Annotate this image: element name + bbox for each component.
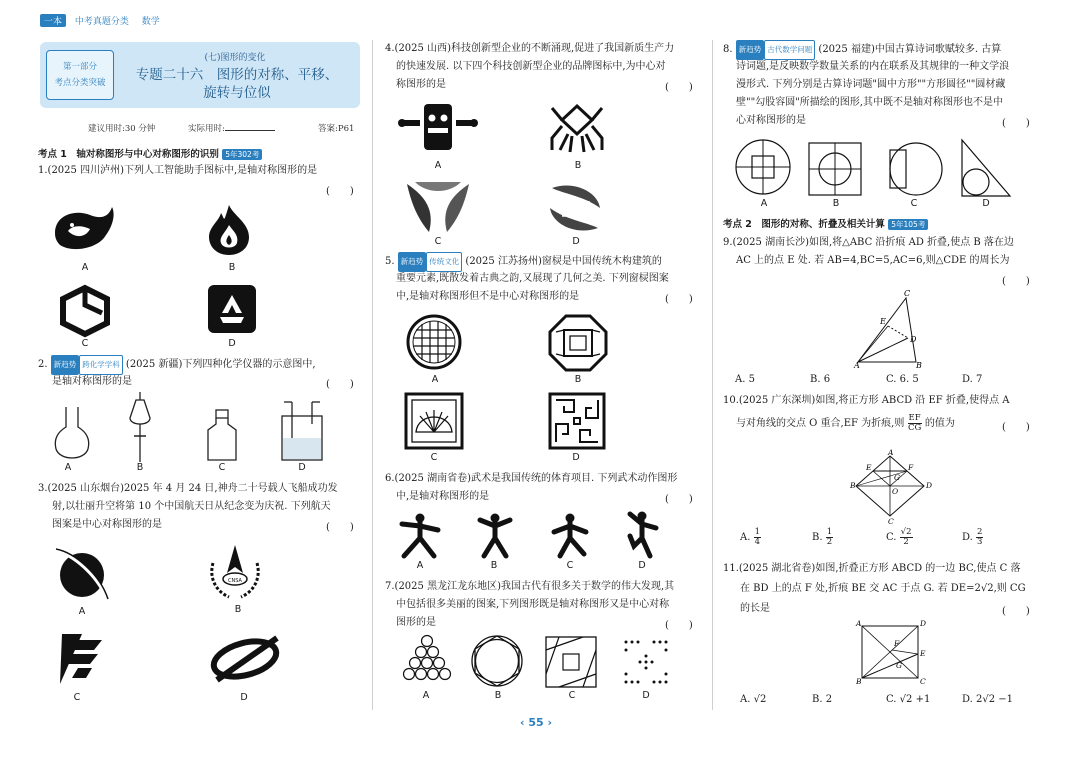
q2-label-b: B [136,462,144,473]
q10-pt-c: C [888,517,894,526]
q9-answer-paren: ( ) [1002,276,1030,287]
q10-text-2 [736,414,955,433]
whale-logo-icon [50,205,120,255]
q8-label-b: B [832,198,840,209]
q6-text-1: 6.(2025 湖南省卷)武术是我国传统的体育项目. 下列武术动作图形 [385,473,678,484]
q10-option-c-num: √2 [900,527,912,537]
dot-diagram-pattern-icon [620,636,672,688]
q9-pt-c: C [904,289,911,298]
q8-number: 8. [723,44,733,55]
hexagon-cube-logo-icon [60,285,110,335]
q4-text-3: 称图形的是 [396,79,446,90]
q10-option-d [962,528,983,547]
q3-label-a: A [78,606,86,617]
q11-pt-e: E [920,649,926,658]
q5-label-d: D [572,452,580,463]
q5-number: 5. [385,256,395,267]
q9-text-1: 9.(2025 湖南长沙)如图,将△ABC 沿折痕 AD 折叠,使点 B 落在边 [723,237,1014,248]
q10-text-2b: 的值为 [924,418,955,429]
q11-pt-f: F [894,639,900,648]
q3-answer-paren: ( ) [326,522,354,533]
q10-option-d-den: 3 [977,537,983,547]
q8-text-4: 壁""勾股容圆"所描绘的图形,其中既不是轴对称图形也不是中 [736,97,1003,108]
q11-option-d: D. 2√2 −1 [962,694,1014,705]
q7-text-1: 7.(2025 黑龙江龙东地区)我国古代有很多关于数学的伟大发现,其 [385,581,675,592]
q7-label-b: B [494,690,502,701]
title-line-2: 旋转与位似 [203,85,271,101]
q9-triangle-diagram [850,290,930,370]
q6-label-b: B [490,560,498,571]
square-circle-figure-icon [808,142,862,196]
q2-tag-subject: 跨化学学科 [79,355,123,375]
q10-option-b-frac [826,528,833,547]
q6-label-a: A [416,560,424,571]
kp2-heading [723,216,928,230]
orbit-globe-logo-icon [56,545,108,599]
cnsa-text: CNSA [228,578,242,584]
q1-label-c: C [81,338,89,349]
q11-pt-b: B [856,677,862,686]
q9-pt-e: E [880,317,886,326]
martial-pose-a-icon [398,512,444,558]
reagent-bottle-icon [204,410,240,462]
flame-logo-icon [207,203,253,255]
q10-option-b-num: 1 [826,527,833,537]
q3-label-c: C [73,692,81,703]
title-line-1: 专题二十六 图形的对称、平移、 [135,67,339,83]
gas-washing-bottle-icon [280,402,324,462]
q10-pt-d: D [926,481,933,490]
flask-icon [52,405,92,463]
q5-label-c: C [430,452,438,463]
circle-triangle-pattern-icon [398,634,456,688]
q8-text-1 [723,40,1001,60]
q10-pt-g: G [894,473,900,482]
q10-option-c [886,528,913,547]
q9-option-c: C. 6. 5 [886,374,919,385]
q11-pt-d: D [920,619,927,628]
q9-pt-a: A [854,361,860,370]
q10-text-2a: 与对角线的交点 O 重合,EF 为折痕,则 [736,418,905,429]
q6-answer-paren: ( ) [665,494,693,505]
martial-pose-d-icon [622,510,662,558]
q10-option-c-frac [900,528,913,547]
q4-label-d: D [572,236,580,247]
q2-label-d: D [298,462,306,473]
q8-tag-theme: 古代数学问题 [764,40,815,60]
circle-wall-figure-icon [884,142,944,196]
martial-pose-c-icon [548,512,594,558]
q10-ratio-fraction [908,414,922,433]
q3-text-1: 3.(2025 山东烟台)2025 年 4 月 24 日,神舟二十号载人飞船成功发 [38,483,338,494]
right-triangle-incircle-icon [960,138,1012,198]
q4-answer-paren: ( ) [665,82,693,93]
q11-pt-c: C [920,677,926,686]
q8-answer-paren: ( ) [1002,118,1030,129]
actual-time-label: 实际用时: [188,124,225,134]
q1-label-d: D [228,338,236,349]
q10-ratio-den: CG [907,423,922,433]
suggested-time: 建议用时:30 分钟 [88,124,156,134]
part-label: 第一部分 [62,62,97,72]
q4-label-a: A [434,160,442,171]
q3-label-b: B [234,604,242,615]
q2-tag-trend: 新趋势 [51,355,80,375]
q2-text [38,355,316,375]
robot-logo-icon [398,100,478,154]
page-prev-icon: ‹ [520,716,525,729]
kp2-freq: 5年105考 [888,219,928,230]
slash-orbit-logo-icon [205,634,285,684]
q2-text-2: 是轴对称图形的是 [52,376,132,387]
q11-square-diagram [852,620,932,686]
q10-option-c-den: 2 [903,537,909,547]
cnsa-emblem-icon [205,543,265,599]
q9-option-d: D. 7 [962,374,983,385]
q8-text-3: 漫形式. 下列分别是古算诗词题"圆中方形""方形圆径""圆材藏 [736,79,1006,90]
q10-option-a-frac [754,528,761,547]
q10-option-d-frac [976,528,983,547]
q3-text-2: 射,以壮丽升空将第 10 个中国航天日从纪念变为庆祝. 下列航天 [52,501,331,512]
q10-pt-b: B [850,481,856,490]
q10-option-a [740,528,761,547]
q10-text-1: 10.(2025 广东深圳)如图,将正方形 ABCD 沿 EF 折叠,使得点 A [723,395,1010,406]
q9-pt-d: D [910,335,917,344]
q2-text-1: (2025 新疆)下列四种化学仪器的示意图中, [125,359,316,370]
q5-tag-trend: 新趋势 [398,252,427,272]
circle-square-figure-icon [734,138,792,196]
q8-text-2: 诗词题,是反映数学数量关系的内在联系及其规律的一种文学浪 [736,61,1010,72]
q7-text-3: 图形的是 [396,617,436,628]
q10-option-b-den: 2 [826,537,833,547]
q7-answer-paren: ( ) [665,620,693,631]
q5-text-1 [385,252,662,272]
round-lattice-window-icon [406,314,462,370]
q3-text-3: 图案是中心对称图形的是 [52,519,162,530]
q10-ratio-num: EF [908,413,921,423]
column-divider [372,40,373,710]
tri-blade-logo-icon [405,180,471,236]
kp1-heading [38,146,262,160]
q5-text-3: 中,是轴对称图形但不是中心对称图形的是 [396,291,580,302]
q11-text-3: 的长是 [740,603,770,614]
q10-square-diagram [850,448,933,526]
kp1-freq: 5年302考 [222,149,262,160]
kp2-title: 考点 2 图形的对称、折叠及相关计算 [723,219,885,230]
q11-pt-a: A [856,619,862,628]
header-category: 中考真题分类 [74,17,129,27]
q2-label-c: C [218,462,226,473]
q8-tag-trend: 新趋势 [736,40,765,60]
q10-option-a-den: 4 [754,537,761,547]
q1-label-a: A [81,262,89,273]
q10-option-d-num: 2 [977,527,983,537]
q1-answer-paren: ( ) [326,186,354,197]
running-header [40,14,170,27]
q2-number: 2. [38,359,48,370]
fan-lattice-window-icon [404,392,464,450]
q6-label-c: C [566,560,574,571]
q10-answer-paren: ( ) [1002,422,1030,433]
brand-logo: 一本 [40,14,66,27]
page-number [520,716,552,729]
q9-pt-b: B [916,361,922,370]
q5-tag-theme: 传统文化 [426,252,462,272]
q11-text-2: 在 BD 上的点 F 处,折痕 BE 交 AC 于点 G. 若 DE=2√2,则 CG [740,583,1026,594]
q10-option-a-prefix: A. [740,532,751,543]
section-label: (七)图形的变化 [204,53,266,63]
q7-label-d: D [642,690,650,701]
q10-option-b-prefix: B. [812,532,823,543]
q8-label-c: C [910,198,918,209]
q10-pt-f: F [908,463,914,472]
q10-option-c-prefix: C. [886,532,897,543]
q2-label-a: A [64,462,72,473]
fret-lattice-window-icon [548,392,606,450]
q11-option-c: C. √2 +1 [886,694,931,705]
q10-pt-a: A [888,448,894,457]
q9-text-2: AC 上的点 E 处. 若 AB=4,BC=5,AC=6,则△CDE 的周长为 [736,255,1010,266]
q3-label-d: D [240,692,248,703]
q11-option-a: A. √2 [740,694,767,705]
q7-label-c: C [568,690,576,701]
swirl-stripes-logo-icon [544,182,606,234]
stripe-wing-logo-icon [52,632,110,686]
q8-label-a: A [760,198,768,209]
q7-label-a: A [422,690,430,701]
q8-text-1a: (2025 福建)中国古算诗词歌赋较多. 古算 [818,44,1002,55]
q11-answer-paren: ( ) [1002,606,1030,617]
q11-option-b: B. 2 [812,694,833,705]
q10-pt-o: O [892,487,899,496]
q6-text-2: 中,是轴对称图形的是 [396,491,490,502]
header-subject: 数学 [141,17,160,27]
q4-label-c: C [434,236,442,247]
martial-pose-b-icon [472,512,518,558]
q6-label-d: D [638,560,646,571]
q4-text-2: 的快速发展. 以下四个科技创新型企业的品牌图标中,为中心对 [396,61,666,72]
part-box [46,50,114,100]
q11-text-1: 11.(2025 湖北省卷)如图,折叠正方形 ABCD 的一边 BC,使点 C 落 [723,563,1021,574]
octagon-lattice-window-icon [548,314,608,372]
page-number-value: 55 [528,716,544,729]
q11-pt-g: G [896,661,902,670]
q8-text-5: 心对称图形的是 [736,115,806,126]
q1-text: 1.(2025 四川泸州)下列人工智能助手图标中,是轴对称图形的是 [38,165,318,176]
q10-option-a-num: 1 [754,527,761,537]
q2-answer-paren: ( ) [326,379,354,390]
q5-text-2: 重要元素,既散发着古典之韵,又展现了几何之美. 下列窗棂图案 [396,273,669,284]
answer-ref: 答案:P61 [318,124,355,134]
q1-label-b: B [228,262,236,273]
mode-label: 考点分类突破 [54,78,106,88]
q7-text-2: 中包括很多美丽的图案,下列图形既是轴对称图形又是中心对称 [396,599,670,610]
q5-label-a: A [431,374,439,385]
column-divider [712,40,713,710]
q4-text-1: 4.(2025 山西)科技创新型企业的不断涌现,促进了我国新质生产力 [385,43,675,54]
q5-text-1a: (2025 江苏扬州)窗棂是中国传统木构建筑的 [465,256,662,267]
page-title [124,66,350,102]
q9-option-a: A. 5 [735,374,755,385]
q10-pt-e: E [866,463,872,472]
q5-label-b: B [574,374,582,385]
separatory-funnel-icon [126,392,154,464]
page-next-icon: › [547,716,553,729]
circle-hexagon-pattern-icon [470,634,524,688]
kp1-title: 考点 1 轴对称图形与中心对称图形的识别 [38,149,219,160]
tri-arrow-logo-icon [208,285,256,333]
q10-option-b [812,528,833,547]
q5-answer-paren: ( ) [665,294,693,305]
crab-logo-icon [548,100,606,156]
q8-label-d: D [982,198,990,209]
q4-label-b: B [574,160,582,171]
q10-option-d-prefix: D. [962,532,973,543]
q9-option-b: B. 6 [810,374,831,385]
actual-time [188,122,275,134]
pinwheel-square-pattern-icon [545,636,597,688]
